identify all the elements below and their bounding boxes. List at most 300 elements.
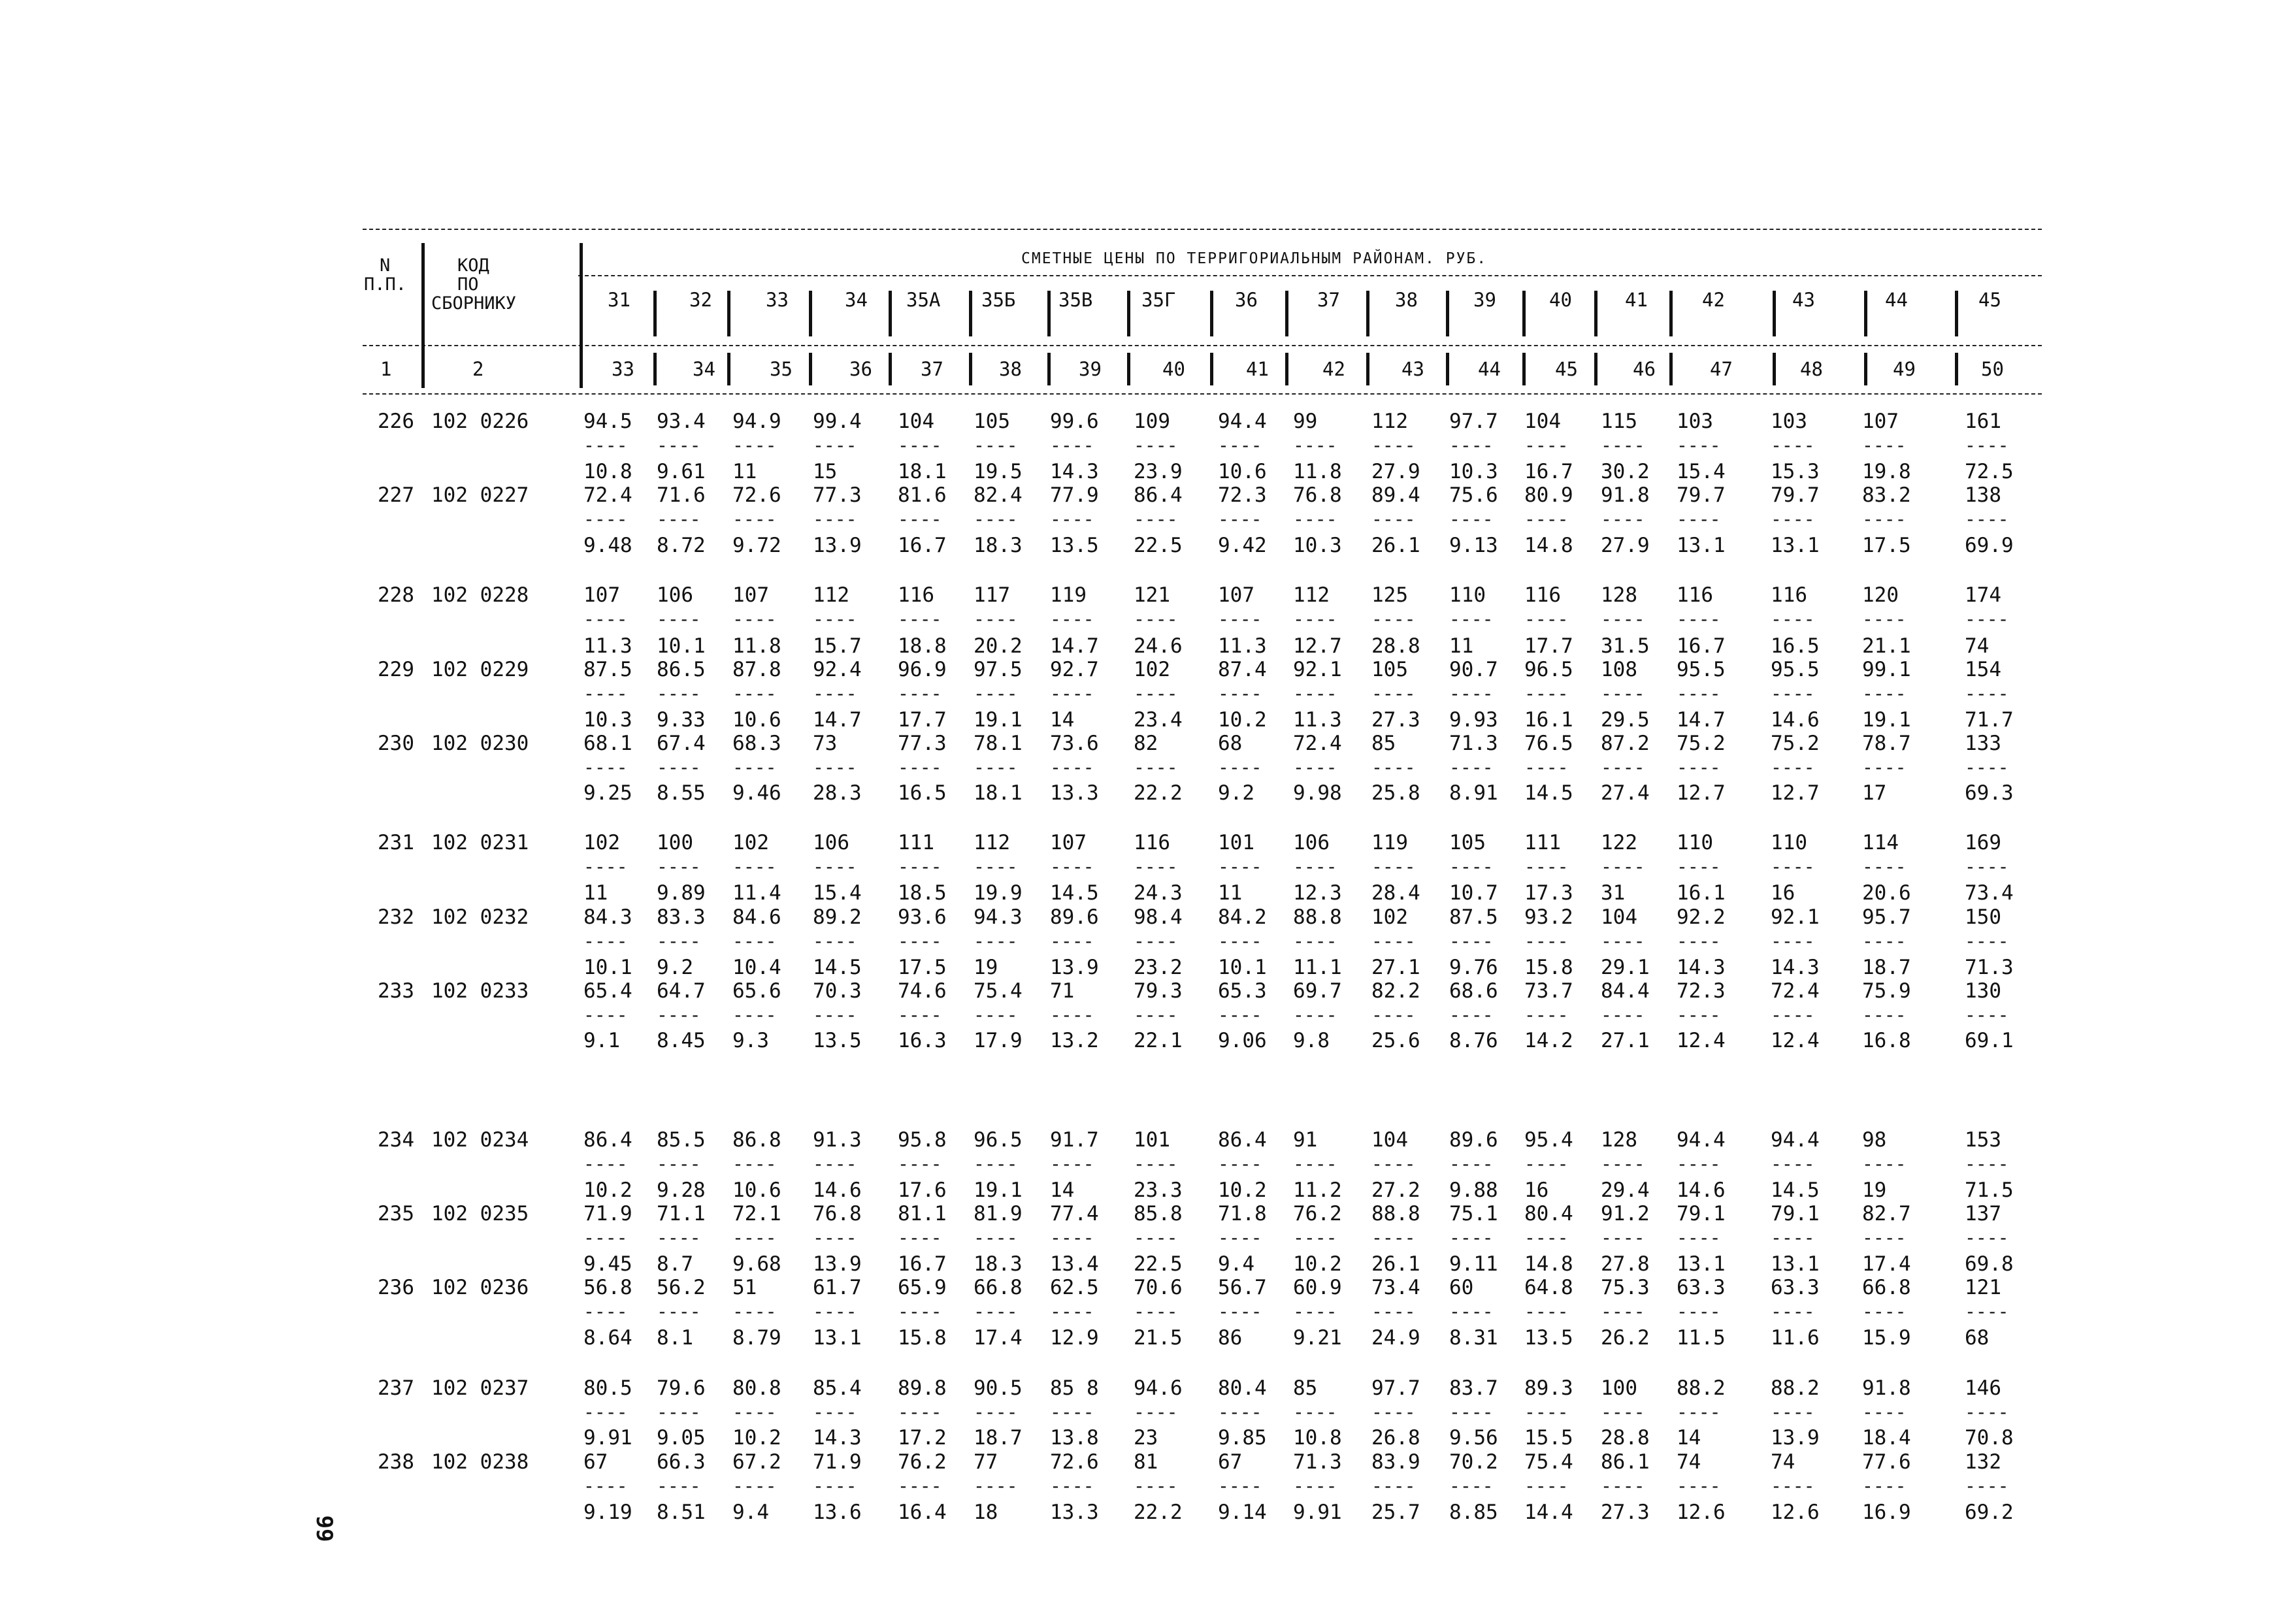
price-cell: 14.4 [1524,1501,1573,1524]
region-column-header: 35Б [981,289,1016,311]
column-divider [1210,353,1213,385]
price-cell: 82 [1134,732,1158,755]
fraction-bar: ---- [1771,1153,1815,1175]
column-divider [653,353,657,385]
price-cell: 72.3 [1218,483,1267,507]
fraction-bar: ---- [1134,1401,1178,1423]
price-cell: 9.2 [1218,781,1254,805]
price-cell: 104 [898,410,934,433]
price-cell: 19 [1862,1178,1887,1202]
price-cell: 125 [1371,583,1408,607]
price-cell: 91.8 [1601,483,1650,507]
price-cell: 19 [974,956,998,979]
fraction-bar: ---- [583,756,628,778]
fraction-bar: ---- [583,930,628,952]
price-cell: 89.8 [898,1376,947,1400]
fraction-bar: ---- [1449,1153,1494,1175]
price-cell: 17 [1862,781,1887,805]
fraction-bar: ---- [1677,930,1721,952]
price-cell: 71.9 [813,1450,862,1474]
price-cell: 107 [1862,410,1899,433]
fraction-bar: ---- [1771,930,1815,952]
price-cell: 76.2 [1293,1202,1342,1226]
price-cell: 24.3 [1134,881,1183,905]
column-index: 38 [999,358,1022,380]
price-cell: 114 [1862,831,1899,854]
price-cell: 64.8 [1524,1276,1573,1299]
price-cell: 13.4 [1050,1252,1099,1276]
price-cell: 121 [1965,1276,2001,1299]
price-cell: 97.5 [974,658,1023,681]
price-cell: 9.45 [583,1252,632,1276]
price-cell: 13.5 [1050,534,1099,557]
fraction-bar: ---- [732,1475,777,1497]
price-cell: 87.2 [1601,732,1650,755]
fraction-bar: ---- [657,1227,701,1248]
price-cell: 18.8 [898,634,947,658]
price-cell: 92.1 [1771,905,1820,929]
fraction-bar: ---- [1449,434,1494,456]
column-index: 45 [1555,358,1578,380]
fraction-bar: ---- [657,930,701,952]
fraction-bar: ---- [1771,1401,1815,1423]
fraction-bar: ---- [1601,1153,1645,1175]
price-cell: 9.05 [657,1426,706,1450]
fraction-bar: ---- [1771,1227,1815,1248]
fraction-bar: ---- [1771,1475,1815,1497]
fraction-bar: ---- [1524,856,1569,877]
price-cell: 19.1 [1862,708,1911,732]
price-cell: 29.5 [1601,708,1650,732]
fraction-bar: ---- [1134,1301,1178,1322]
price-cell: 97.7 [1449,410,1498,433]
fraction-bar: ---- [583,1475,628,1497]
price-cell: 11.3 [1218,634,1267,658]
fraction-bar: ---- [657,756,701,778]
fraction-bar: ---- [1862,608,1907,630]
price-cell: 71.1 [657,1202,706,1226]
price-cell: 9.42 [1218,534,1267,557]
price-cell: 71.3 [1449,732,1498,755]
fraction-bar: ---- [1218,1401,1262,1423]
price-cell: 104 [1601,905,1637,929]
price-cell: 81 [1134,1450,1158,1474]
price-cell: 26.1 [1371,534,1420,557]
price-cell: 72.6 [732,483,781,507]
fraction-bar: ---- [732,1401,777,1423]
price-cell: 69.1 [1965,1029,2014,1052]
price-cell: 150 [1965,905,2001,929]
fraction-bar: ---- [813,1227,857,1248]
price-cell: 91.8 [1862,1376,1911,1400]
price-cell: 13.1 [1771,1252,1820,1276]
region-column-header: 34 [845,289,868,311]
fraction-bar: ---- [1677,1227,1721,1248]
column-divider [1127,291,1130,336]
price-cell: 8.64 [583,1326,632,1350]
fraction-bar: ---- [1524,756,1569,778]
price-cell: 70.8 [1965,1426,2014,1450]
fraction-bar: ---- [1677,1153,1721,1175]
price-cell: 77.9 [1050,483,1099,507]
fraction-bar: ---- [1524,434,1569,456]
price-cell: 67.2 [732,1450,781,1474]
price-cell: 9.91 [1293,1501,1342,1524]
price-cell: 17.5 [898,956,947,979]
price-cell: 72.5 [1965,460,2014,483]
price-cell: 107 [1050,831,1087,854]
price-cell: 20.6 [1862,881,1911,905]
table-title: СМЕТНЫЕ ЦЕНЫ ПО ТЕРРИГОРИАЛЬНЫМ РАЙОНАМ. РУБ. [1021,250,1488,267]
region-column-header: 36 [1235,289,1258,311]
price-cell: 86.4 [1218,1128,1267,1152]
price-cell: 86.4 [583,1128,632,1152]
row-code: 102 0228 [431,583,529,607]
fraction-bar: ---- [1677,856,1721,877]
price-cell: 72.6 [1050,1450,1099,1474]
price-cell: 98.4 [1134,905,1183,929]
price-cell: 12.9 [1050,1326,1099,1350]
price-cell: 13.9 [1050,956,1099,979]
fraction-bar: ---- [1050,1401,1094,1423]
fraction-bar: ---- [1965,508,2009,530]
price-cell: 75.2 [1771,732,1820,755]
price-cell: 17.6 [898,1178,947,1202]
price-cell: 16 [1524,1178,1549,1202]
column-index: 43 [1401,358,1424,380]
price-cell: 11 [732,460,757,483]
fraction-bar: ---- [1862,1301,1907,1322]
price-cell: 16.7 [1524,460,1573,483]
price-cell: 80.9 [1524,483,1573,507]
fraction-bar: ---- [1862,756,1907,778]
fraction-bar: ---- [583,508,628,530]
column-divider [1773,353,1776,385]
fraction-bar: ---- [1677,1475,1721,1497]
column-index: 46 [1633,358,1656,380]
price-cell: 94.4 [1771,1128,1820,1152]
column-divider [1864,291,1867,336]
price-cell: 17.7 [1524,634,1573,658]
price-cell: 9.89 [657,881,706,905]
price-cell: 86.5 [657,658,706,681]
fraction-bar: ---- [974,683,1018,704]
fraction-bar: ---- [1771,1301,1815,1322]
fraction-bar: ---- [583,608,628,630]
price-cell: 11.8 [732,634,781,658]
fraction-bar: ---- [974,1475,1018,1497]
price-cell: 17.7 [898,708,947,732]
price-cell: 56.2 [657,1276,706,1299]
price-cell: 71.8 [1218,1202,1267,1226]
fraction-bar: ---- [1371,1004,1416,1026]
price-cell: 27.8 [1601,1252,1650,1276]
region-column-header: 35А [906,289,941,311]
price-cell: 11 [1449,634,1474,658]
fraction-bar: ---- [1293,1153,1337,1175]
price-cell: 94.6 [1134,1376,1183,1400]
price-cell: 86.1 [1601,1450,1650,1474]
price-cell: 8.72 [657,534,706,557]
price-cell: 105 [1449,831,1486,854]
row-code: 102 0231 [431,831,529,854]
fraction-bar: ---- [1862,1227,1907,1248]
fraction-bar: ---- [898,756,942,778]
fraction-bar: ---- [1965,756,2009,778]
fraction-bar: ---- [813,608,857,630]
fraction-bar: ---- [1771,434,1815,456]
fraction-bar: ---- [1293,756,1337,778]
fraction-bar: ---- [1677,683,1721,704]
fraction-bar: ---- [1050,1227,1094,1248]
fraction-bar: ---- [898,856,942,877]
price-cell: 10.8 [1293,1426,1342,1450]
price-cell: 9.72 [732,534,781,557]
price-cell: 91.3 [813,1128,862,1152]
price-cell: 14 [1677,1426,1701,1450]
price-cell: 17.2 [898,1426,947,1450]
price-cell: 14.3 [1677,956,1726,979]
price-cell: 68 [1218,732,1243,755]
price-cell: 71.9 [583,1202,632,1226]
price-cell: 13.9 [813,534,862,557]
price-cell: 83.3 [657,905,706,929]
fraction-bar: ---- [1371,1227,1416,1248]
fraction-bar: ---- [1449,608,1494,630]
price-cell: 51 [732,1276,757,1299]
fraction-bar: ---- [1524,508,1569,530]
price-cell: 9.28 [657,1178,706,1202]
price-cell: 9.48 [583,534,632,557]
price-cell: 94.5 [583,410,632,433]
fraction-bar: ---- [1524,930,1569,952]
price-cell: 81.1 [898,1202,947,1226]
price-cell: 76.2 [898,1450,947,1474]
price-cell: 21.5 [1134,1326,1183,1350]
fraction-bar: ---- [1965,1004,2009,1026]
region-column-header: 44 [1885,289,1908,311]
price-cell: 10.2 [732,1426,781,1450]
fraction-bar: ---- [1050,683,1094,704]
fraction-bar: ---- [1134,930,1178,952]
row-number: 237 [378,1376,414,1400]
price-cell: 13.6 [813,1501,862,1524]
price-cell: 133 [1965,732,2001,755]
price-cell: 13.1 [813,1326,862,1350]
price-cell: 77.6 [1862,1450,1911,1474]
fraction-bar: ---- [813,434,857,456]
fraction-bar: ---- [1293,1004,1337,1026]
fraction-bar: ---- [898,1227,942,1248]
price-cell: 73 [813,732,838,755]
column-index: 44 [1478,358,1501,380]
price-cell: 85 8 [1050,1376,1099,1400]
price-cell: 82.4 [974,483,1023,507]
price-cell: 10.2 [1218,708,1267,732]
column-divider [727,353,730,385]
fraction-bar: ---- [1218,683,1262,704]
fraction-bar: ---- [974,856,1018,877]
price-cell: 25.6 [1371,1029,1420,1052]
column-divider [727,291,730,336]
row-number: 228 [378,583,414,607]
price-cell: 63.3 [1677,1276,1726,1299]
fraction-bar: ---- [898,508,942,530]
fraction-bar: ---- [1050,1004,1094,1026]
price-cell: 9.14 [1218,1501,1267,1524]
price-cell: 9.25 [583,781,632,805]
row-code: 102 0230 [431,732,529,755]
price-cell: 75.4 [1524,1450,1573,1474]
price-cell: 74 [1677,1450,1701,1474]
price-cell: 103 [1677,410,1713,433]
fraction-bar: ---- [1050,608,1094,630]
price-cell: 10.6 [1218,460,1267,483]
price-cell: 84.4 [1601,979,1650,1003]
fraction-bar: ---- [813,683,857,704]
price-cell: 112 [1371,410,1408,433]
fraction-bar: ---- [657,434,701,456]
fraction-bar: ---- [1293,434,1337,456]
column-divider [969,291,972,336]
fraction-bar: ---- [1218,1475,1262,1497]
fraction-bar: ---- [1862,1153,1907,1175]
price-cell: 27.3 [1371,708,1420,732]
header-mid-rule [578,275,2042,276]
price-cell: 79.6 [657,1376,706,1400]
price-cell: 79.7 [1771,483,1820,507]
fraction-bar: ---- [1862,1475,1907,1497]
fraction-bar: ---- [1218,608,1262,630]
price-cell: 16.7 [1677,634,1726,658]
price-cell: 19.5 [974,460,1023,483]
price-cell: 112 [1293,583,1330,607]
fraction-bar: ---- [1371,1401,1416,1423]
price-cell: 25.8 [1371,781,1420,805]
price-cell: 73.4 [1371,1276,1420,1299]
fraction-bar: ---- [1293,1301,1337,1322]
price-cell: 14.7 [1677,708,1726,732]
fraction-bar: ---- [1134,608,1178,630]
price-cell: 88.8 [1371,1202,1420,1226]
row-code: 102 0236 [431,1276,529,1299]
price-cell: 82.7 [1862,1202,1911,1226]
price-cell: 12.7 [1771,781,1820,805]
price-cell: 8.85 [1449,1501,1498,1524]
column-divider [653,291,657,336]
price-cell: 9.3 [732,1029,769,1052]
fraction-bar: ---- [1449,1475,1494,1497]
fraction-bar: ---- [898,1475,942,1497]
price-cell: 9.76 [1449,956,1498,979]
region-column-header: 38 [1395,289,1418,311]
price-cell: 10.3 [1293,534,1342,557]
price-cell: 79.7 [1677,483,1726,507]
fraction-bar: ---- [1050,756,1094,778]
fraction-bar: ---- [1449,1227,1494,1248]
fraction-bar: ---- [1524,1401,1569,1423]
fraction-bar: ---- [1601,856,1645,877]
fraction-bar: ---- [657,683,701,704]
column-divider [969,353,972,385]
fraction-bar: ---- [1862,683,1907,704]
price-cell: 18.1 [974,781,1023,805]
price-cell: 104 [1524,410,1561,433]
fraction-bar: ---- [974,608,1018,630]
price-cell: 106 [813,831,849,854]
fraction-bar: ---- [1524,683,1569,704]
fraction-bar: ---- [1862,930,1907,952]
price-cell: 13.5 [1524,1326,1573,1350]
column-divider [1366,353,1369,385]
price-cell: 8.1 [657,1326,693,1350]
fraction-bar: ---- [1050,930,1094,952]
fraction-bar: ---- [1862,856,1907,877]
price-cell: 14.3 [1771,956,1820,979]
price-cell: 11.3 [583,634,632,658]
price-cell: 10.4 [732,956,781,979]
price-cell: 72.4 [1771,979,1820,1003]
price-cell: 13.9 [813,1252,862,1276]
fraction-bar: ---- [583,1227,628,1248]
price-cell: 94.4 [1218,410,1267,433]
price-cell: 111 [898,831,934,854]
price-cell: 101 [1134,1128,1170,1152]
column-index: 37 [921,358,943,380]
price-cell: 10.6 [732,708,781,732]
column-divider [809,291,812,336]
fraction-bar: ---- [732,608,777,630]
fraction-bar: ---- [1371,508,1416,530]
price-cell: 14.5 [1524,781,1573,805]
fraction-bar: ---- [1965,1401,2009,1423]
price-cell: 105 [1371,658,1408,681]
price-cell: 70.3 [813,979,862,1003]
price-cell: 14 [1050,1178,1075,1202]
price-cell: 103 [1771,410,1807,433]
price-cell: 92.4 [813,658,862,681]
column-divider [1522,353,1526,385]
price-cell: 9.85 [1218,1426,1267,1450]
price-cell: 74 [1771,1450,1795,1474]
price-cell: 78.1 [974,732,1023,755]
fraction-bar: ---- [813,1153,857,1175]
fraction-bar: ---- [1050,1475,1094,1497]
column-divider [1446,291,1449,336]
price-cell: 9.88 [1449,1178,1498,1202]
price-cell: 27.9 [1371,460,1420,483]
price-cell: 13.9 [1771,1426,1820,1450]
price-cell: 80.5 [583,1376,632,1400]
fraction-bar: ---- [1050,434,1094,456]
price-cell: 14.2 [1524,1029,1573,1052]
price-cell: 99 [1293,410,1318,433]
price-cell: 89.6 [1449,1128,1498,1152]
price-cell: 87.5 [583,658,632,681]
price-cell: 128 [1601,583,1637,607]
price-cell: 94.9 [732,410,781,433]
price-cell: 78.7 [1862,732,1911,755]
price-cell: 15.5 [1524,1426,1573,1450]
fraction-bar: ---- [1218,434,1262,456]
fraction-bar: ---- [813,1401,857,1423]
price-cell: 23 [1134,1426,1158,1450]
fraction-bar: ---- [657,1004,701,1026]
price-cell: 9.4 [1218,1252,1254,1276]
price-cell: 90.5 [974,1376,1023,1400]
price-cell: 14.5 [813,956,862,979]
price-cell: 19.8 [1862,460,1911,483]
